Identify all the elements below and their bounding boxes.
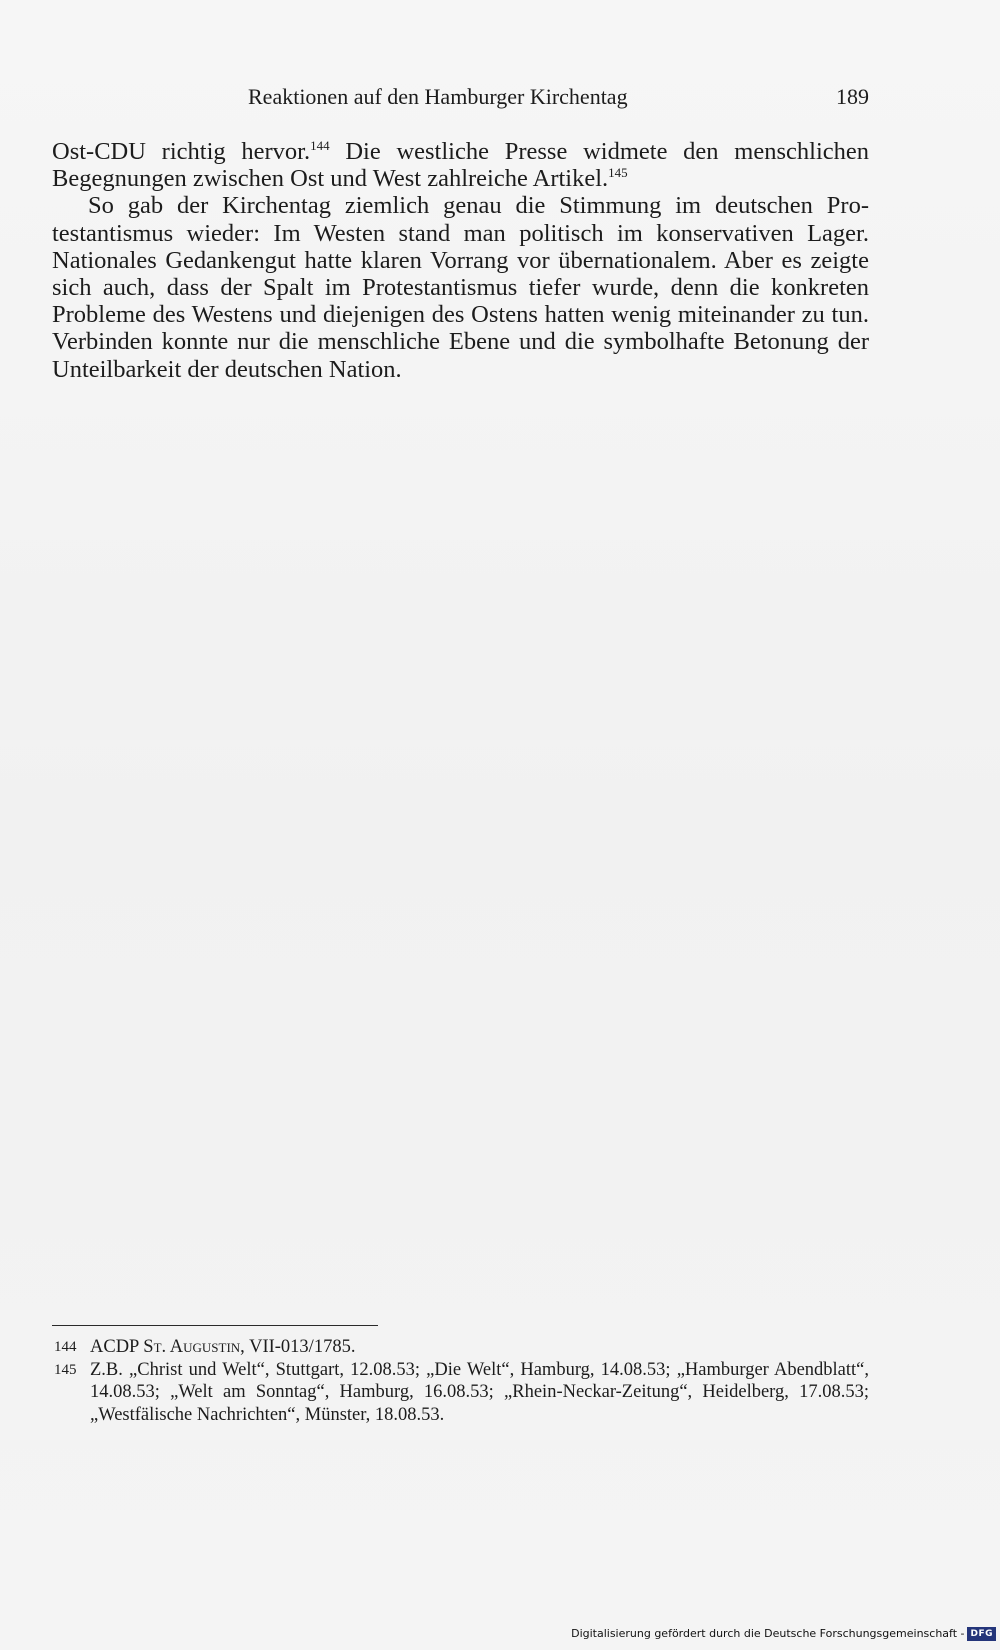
running-head xyxy=(52,82,869,112)
dfg-logo-icon: DFG xyxy=(967,1627,996,1641)
footnote-number: 145 xyxy=(54,1361,77,1378)
page-number: 189 xyxy=(836,84,869,109)
footnote-145 xyxy=(52,1359,869,1427)
paragraph-1-text-b: Die westliche Presse widmete den menschlichen Begegnungen zwischen Ost und West zahlreiche Artikel. xyxy=(52,138,870,193)
footnote-text-place: St. Augustin xyxy=(143,1337,241,1357)
digitization-credit xyxy=(571,1626,996,1642)
paragraph-1-text-a: Ost-CDU richtig hervor. xyxy=(52,138,311,165)
footnote-number: 144 xyxy=(54,1339,77,1355)
footnote-ref-144: 144 xyxy=(310,138,330,153)
paragraph-2: So gab der Kirchentag ziemlich genau die Stimmung im deutschen Protestantismus wieder: Im Westen stand man politisch im konservativen Lager. Nationales Gedankengut hatte klaren Vorrang vor übernationalem. Aber es zeigte sich auch, dass der Spalt im Protestantismus tiefer wurde, denn die konkreten Probleme des Westens und diejenigen des Ostens hatten wenig miteinander zu tun. Verbinden konnte nur die menschliche Ebene und die symbolhafte Betonung der Unteilbarkeit der deutschen Nation. xyxy=(52,192,869,383)
running-title: Reaktionen auf den Hamburger Kirchentag xyxy=(248,84,628,109)
footnote-text: Z.B. „Christ und Welt“, Stuttgart, 12.08.53; „Die Welt“, Hamburg, 14.08.53; „Hamburger Abendblatt“, 14.08.53; „Welt am Sonntag“, Hamburg, 16.08.53; „Rhein-Neckar-Zeitung“, Heidelberg, 17.08.53; „Westfälische Nachrichten“, Münster, 18.08.53. xyxy=(90,1359,869,1425)
footnote-144 xyxy=(52,1336,869,1359)
paragraph-1 xyxy=(52,138,869,192)
footnote-text-suffix: , VII-013/1785. xyxy=(240,1337,356,1357)
footnote-rule xyxy=(52,1325,378,1326)
footnote-text-prefix: ACDP xyxy=(90,1337,144,1357)
footnotes xyxy=(52,1336,869,1426)
body-text xyxy=(52,138,869,383)
credit-text: Digitalisierung gefördert durch die Deutsche Forschungsgemeinschaft - xyxy=(571,1627,965,1640)
footnote-ref-145: 145 xyxy=(608,165,628,181)
